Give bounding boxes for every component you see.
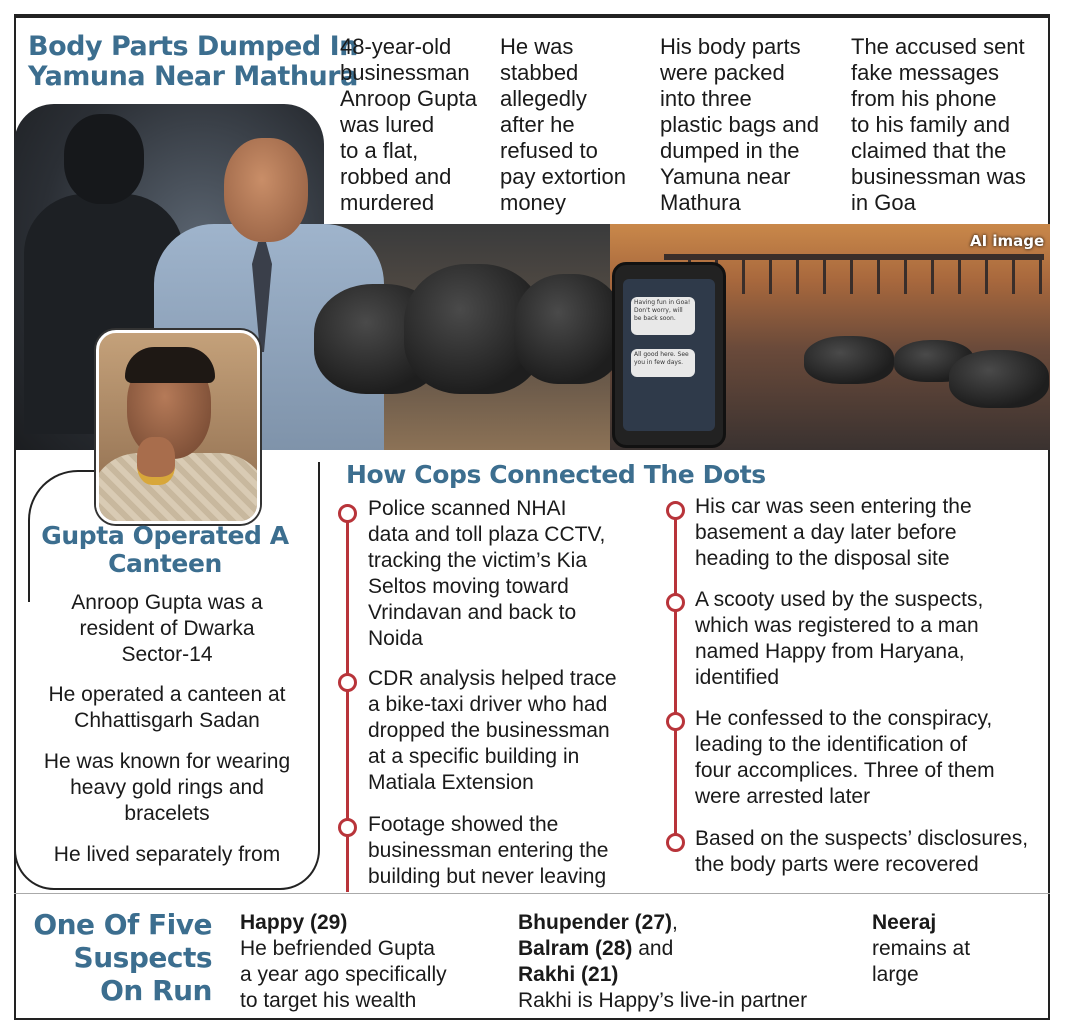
timeline-dot (338, 818, 357, 837)
intro-col-3: His body parts were packed into three plastic bags and dumped in the Yamuna near Mathura (660, 34, 819, 215)
timeline-line-right (674, 508, 677, 843)
message-bubble: Having fun in Goa! Don't worry, will be back soon. (631, 297, 695, 335)
cop-step: Footage showed the businessman entering the building but never leaving (368, 813, 609, 888)
suspect-group: Bhupender (27), Balram (28) and Rakhi (21) Rakhi is Happy’s live-in partner (518, 911, 808, 1012)
timeline-dot (666, 593, 685, 612)
suspect-happy: Happy (29) He befriended Gupta a year ago specifically to target his wealth (240, 911, 447, 1012)
timeline-dot (338, 504, 357, 523)
cop-step: A scooty used by the suspects, which was registered to a man named Happy from Haryana, identified (695, 588, 984, 689)
intro-col-1: 48-year-old businessman Anroop Gupta was lured to a flat, robbed and murdered (340, 34, 477, 215)
intro-col-4: The accused sent fake messages from his phone to his family and claimed that the businessman was in Goa (851, 34, 1026, 215)
plastic-bag (514, 274, 624, 384)
timeline-dot (338, 673, 357, 692)
intro-col-2: He was stabbed allegedly after he refused to pay extortion money (500, 34, 626, 215)
cop-step: His car was seen entering the basement a day later before heading to the disposal site (695, 495, 972, 570)
cop-step: Based on the suspects’ disclosures, the body parts were recovered (695, 827, 1029, 876)
section-divider (14, 893, 1050, 894)
profile-item: He operated a canteen at Chhattisgarh Sadan (48, 683, 286, 732)
profile-item: Anroop Gupta was a resident of Dwarka Sector-14 (71, 591, 263, 666)
phone-graphic (612, 262, 726, 448)
profile-item: He was known for wearing heavy gold rings and bracelets (43, 750, 291, 825)
plastic-bag (949, 350, 1049, 408)
cop-step: CDR analysis helped trace a bike-taxi driver who had dropped the businessman at a specific building in Matiala Extension (368, 667, 617, 794)
timeline-dot (666, 501, 685, 520)
victim-portrait (96, 330, 260, 524)
cop-step: He confessed to the conspiracy, leading to the identification of four accomplices. Three of them were arrested later (695, 707, 995, 808)
suspect-neeraj: Neeraj remains at large (872, 911, 971, 986)
ai-image-label: AI image (970, 232, 1045, 250)
suspects-title: One Of Five Suspects On Run (33, 908, 212, 1007)
profile-title: Gupta Operated A Canteen (41, 521, 289, 578)
plastic-bag (804, 336, 894, 384)
message-bubble: All good here. See you in few days. (631, 349, 695, 377)
cop-step: Police scanned NHAI data and toll plaza CCTV, tracking the victim’s Kia Seltos moving toward Vrindavan and back to Noida (368, 497, 606, 650)
timeline-dot (666, 712, 685, 731)
timeline-dot (666, 833, 685, 852)
profile-item: He lived separately from (53, 843, 281, 866)
headline: Body Parts Dumped In Yamuna Near Mathura (28, 31, 358, 92)
cops-section-title: How Cops Connected The Dots (346, 460, 766, 489)
